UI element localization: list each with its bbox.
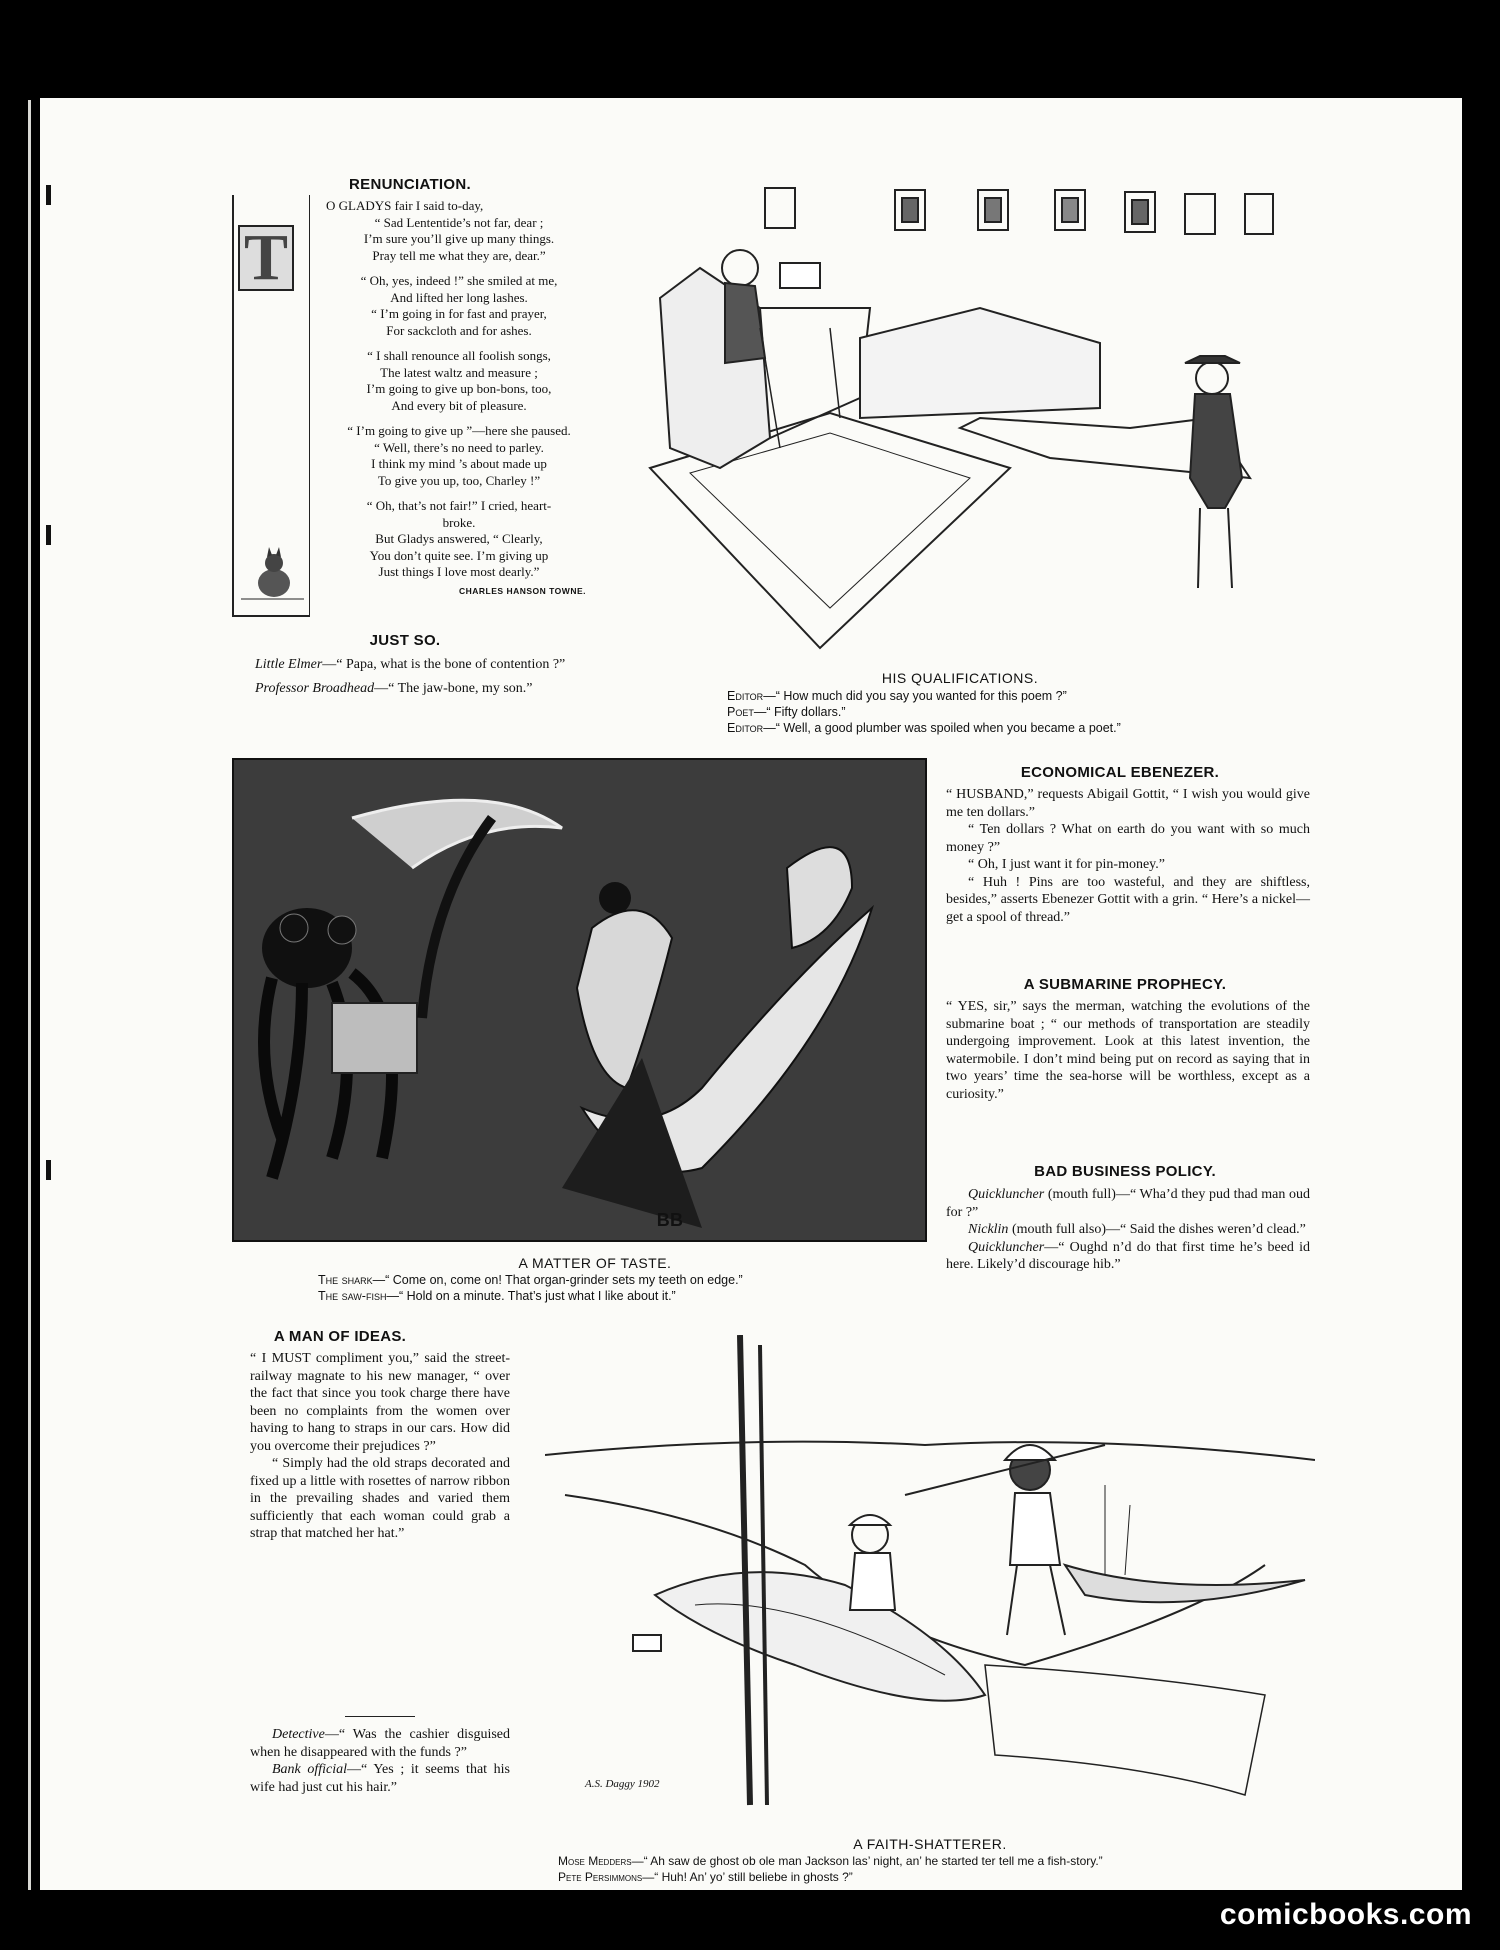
verse-line: “ Oh, yes, indeed !” she smiled at me, <box>360 273 558 288</box>
verse-line: O GLADYS fair I said to-day, <box>326 198 484 213</box>
speaker: Editor <box>727 721 764 735</box>
matter-of-taste-title: A MATTER OF TASTE. <box>518 1255 672 1271</box>
renunciation-title: RENUNCIATION. <box>349 176 471 193</box>
verse-line: broke. <box>442 514 476 530</box>
speaker: The saw-fish <box>318 1289 387 1303</box>
dialogue: —“ Ah saw de ghost ob ole man Jackson las’ night, an’ he started ter tell me a fish-story.” <box>631 1854 1103 1868</box>
dropcap-frame <box>232 195 310 617</box>
verse-line: I think my mind ’s about made up <box>371 456 547 471</box>
just-so-text <box>233 656 603 697</box>
verse-line: The latest waltz and measure ; <box>380 364 538 380</box>
binding-edge <box>28 100 31 1890</box>
cat-illustration <box>236 535 306 605</box>
artist-monogram: BB <box>656 1210 684 1230</box>
caption-line <box>318 1289 676 1303</box>
caption-line <box>558 1870 853 1884</box>
renunciation-poem <box>318 198 600 599</box>
submarine-prophecy-title: A SUBMARINE PROPHECY. <box>1023 976 1227 993</box>
verse-line: “ I’m going to give up ”—here she paused. <box>347 423 571 438</box>
paragraph <box>946 1239 1310 1274</box>
margin-mark <box>46 1160 51 1180</box>
margin-mark <box>46 525 51 545</box>
submarine-prophecy-text <box>946 998 1310 1103</box>
just-so-title: JUST SO. <box>369 632 441 649</box>
man-of-ideas-title: A MAN OF IDEAS. <box>273 1328 407 1345</box>
dialogue: —“ The jaw-bone, my son.” <box>374 680 533 696</box>
dialogue: —“ Yes ; it seems that his wife had just cut his hair.” <box>250 1762 510 1795</box>
editor-office-illustration <box>630 178 1310 668</box>
verse-line: “ Sad Lententide’s not far, dear ; <box>374 214 544 230</box>
dialogue: —“ Well, a good plumber was spoiled when you became a poet.” <box>763 721 1121 735</box>
speaker: Detective <box>272 1727 325 1742</box>
speaker: Mose Medders <box>558 1854 632 1868</box>
stanza <box>318 273 600 339</box>
dialogue: (mouth full also)—“ Said the dishes weren’d clead.” <box>1008 1222 1306 1237</box>
dialogue: —“ How much did you say you wanted for this poem ?” <box>763 689 1067 703</box>
speaker: Quickluncher <box>968 1187 1045 1202</box>
his-qualifications-title: HIS QUALIFICATIONS. <box>881 670 1039 686</box>
paragraph <box>250 1761 510 1796</box>
paragraph: “ Ten dollars ? What on earth do you want with so much money ?” <box>946 822 1310 855</box>
speaker: Bank official <box>272 1762 348 1777</box>
artist-signature: A.S. Daggy 1902 <box>585 1778 660 1790</box>
divider <box>345 1716 415 1717</box>
dialogue: —“ Huh! An’ yo’ still beliebe in ghosts ?” <box>642 1870 853 1884</box>
stanza <box>318 423 600 489</box>
man-of-ideas-text <box>250 1350 510 1543</box>
paragraph <box>946 1221 1310 1239</box>
paragraph: “ HUSBAND,” requests Abigail Gottit, “ I wish you would give me ten dollars.” <box>946 787 1310 820</box>
verse-line: And every bit of pleasure. <box>391 397 527 413</box>
dialogue: —“ Papa, what is the bone of contention ?” <box>322 657 566 672</box>
paragraph <box>946 1186 1310 1221</box>
bad-business-policy-title: BAD BUSINESS POLICY. <box>1034 1163 1216 1180</box>
caption-line <box>318 1273 743 1287</box>
paragraph: “ I MUST compliment you,” said the street-railway magnate to his new manager, “ over the fact that since you took charge there have been no complaints from the women over having to hang to straps in our cars. How did you overcome their prejudices ?” <box>250 1351 510 1454</box>
stanza <box>318 498 600 581</box>
dialogue: —“ Fifty dollars.” <box>753 705 846 719</box>
caption-line <box>727 721 1121 735</box>
speaker: Pete Persimmons <box>558 1870 643 1884</box>
caption-line <box>727 689 1067 703</box>
detective-text <box>250 1726 510 1796</box>
caption-line <box>727 705 846 719</box>
verse-line: “ Well, there’s no need to parley. <box>374 439 544 455</box>
dialogue: —“ Oughd n’d do that first time he’s beed id here. Likely’d discourage hib.” <box>946 1239 1310 1272</box>
economical-ebenezer-title: ECONOMICAL EBENEZER. <box>1020 764 1220 781</box>
paragraph: “ Huh ! Pins are too wasteful, and they are shiftless, besides,” asserts Ebenezer Gottit with a grin. “ Here’s a nickel—get a spool of thread.” <box>946 874 1310 925</box>
paragraph <box>233 680 603 698</box>
bad-business-policy-text <box>946 1186 1310 1274</box>
sea-creatures-illustration <box>232 758 927 1242</box>
speaker: Quickluncher <box>968 1239 1045 1255</box>
dialogue: —“ Come on, come on! That organ-grinder sets my teeth on edge.” <box>372 1273 743 1287</box>
verse-line: “ Oh, that’s not fair!” I cried, heart- <box>366 498 552 513</box>
faith-shatterer-title: A FAITH-SHATTERER. <box>853 1836 1007 1852</box>
speaker: Nicklin <box>968 1222 1009 1237</box>
paragraph: “ Oh, I just want it for pin-money.” <box>968 857 1165 872</box>
verse-line: To give you up, too, Charley !” <box>377 472 541 488</box>
speaker: Little Elmer <box>255 657 323 672</box>
verse-line: I’m going to give up bon-bons, too, <box>366 381 552 396</box>
verse-line: Pray tell me what they are, dear.” <box>372 247 546 263</box>
caption-line <box>558 1854 1103 1868</box>
verse-line: I’m sure you’ll give up many things. <box>363 231 555 246</box>
margin-mark <box>46 185 51 205</box>
speaker: Poet <box>727 705 754 719</box>
speaker: Professor Broadhead <box>255 680 375 696</box>
speaker: Editor <box>727 689 764 703</box>
verse-line: But Gladys answered, “ Clearly, <box>375 531 543 546</box>
dialogue: —“ Hold on a minute. That’s just what I like about it.” <box>386 1289 676 1303</box>
speaker: The shark <box>318 1273 373 1287</box>
verse-line: Just things I love most dearly.” <box>378 564 540 579</box>
poem-author: CHARLES HANSON TOWNE. <box>459 585 586 596</box>
stanza <box>318 348 600 414</box>
paragraph <box>233 656 603 674</box>
verse-line: “ I shall renounce all foolish songs, <box>367 348 551 363</box>
dropcap-letter: T <box>238 225 294 291</box>
paragraph <box>250 1726 510 1761</box>
verse-line: You don’t quite see. I’m giving up <box>369 547 549 563</box>
paragraph: “ Simply had the old straps decorated and fixed up a little with rosettes of narrow ribbon in the prevailing shades and varied them sufficiently that each woman could grab a strap that matched her hat.” <box>250 1456 510 1541</box>
verse-line: For sackcloth and for ashes. <box>386 322 532 338</box>
stanza <box>318 198 600 264</box>
economical-ebenezer-text <box>946 786 1310 926</box>
dialogue: —“ Was the cashier disguised when he disappeared with the funds ?” <box>250 1727 510 1760</box>
dialogue: (mouth full)—“ Wha’d they pud thad man oud for ?” <box>946 1187 1310 1220</box>
verse-line: And lifted her long lashes. <box>390 289 528 305</box>
verse-line: “ I’m going in for fast and prayer, <box>371 306 547 321</box>
paragraph: “ YES, sir,” says the merman, watching the evolutions of the submarine boat ; “ our methods of transportation are steadily undergoing improvement. Look at this latest invention, the watermobile. I don’t mind being put on record as saying that in two years’ time the sea-horse will be worthless, except as a curiosity.” <box>946 999 1310 1102</box>
site-watermark: comicbooks.com <box>1219 1898 1472 1931</box>
binding-gutter <box>0 98 40 1890</box>
riverbank-boat-illustration <box>545 1335 1315 1825</box>
